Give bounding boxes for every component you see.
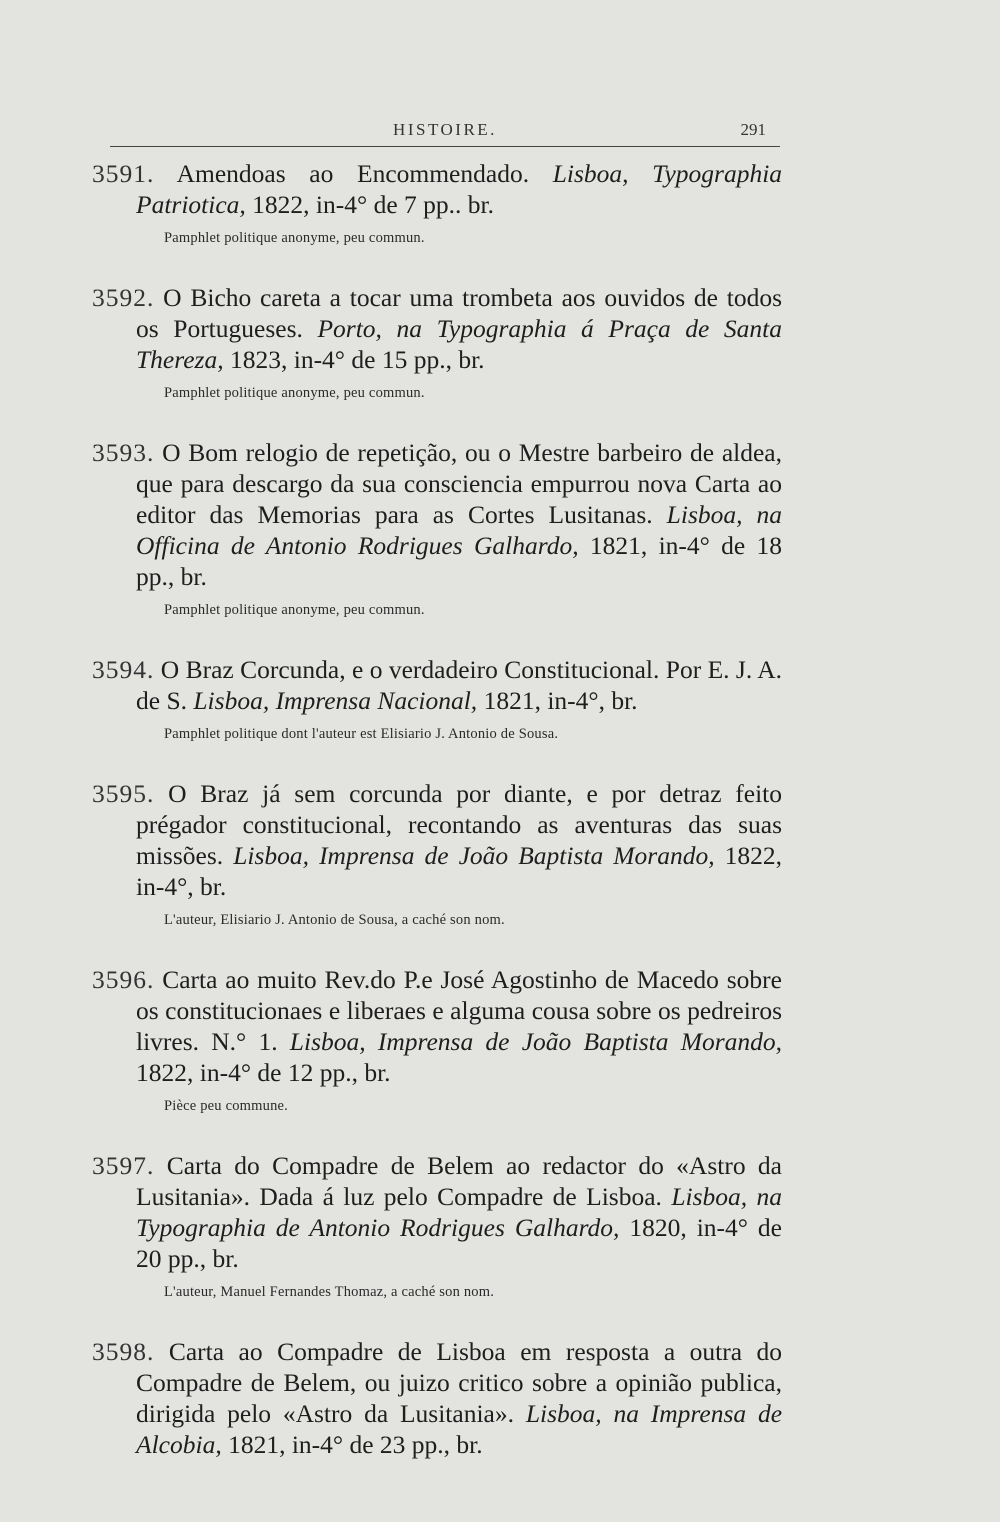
catalogue-entry	[92, 654, 782, 744]
catalogue-entries	[92, 158, 782, 1460]
entry-number: 3595.	[92, 779, 155, 808]
entry-number: 3592.	[92, 283, 155, 312]
header-rule	[110, 146, 780, 147]
entry-note: L'auteur, Manuel Fernandes Thomaz, a caché son nom.	[164, 1284, 495, 1300]
entry-imprint: Lisboa, na Officina de Antonio Rodrigues Galhardo,	[136, 500, 782, 560]
entry-title: Carta ao muito Rev.do P.e José Agostinho de Macedo sobre os constitucionaes e liberaes e alguma cousa sobre os pedreiros livres. N.° 1.	[136, 965, 782, 1056]
entry-imprint: Lisboa, Imprensa Nacional,	[193, 686, 478, 715]
entry-note: Pamphlet politique anonyme, peu commun.	[164, 602, 425, 618]
entry-details: 1821, in-4° de 23 pp., br.	[228, 1430, 483, 1459]
entry-imprint: Lisboa, Imprensa de João Baptista Morando,	[233, 841, 715, 870]
entry-title: O Bicho careta a tocar uma trombeta aos ouvidos de todos os Portugueses.	[136, 283, 782, 343]
entry-details: 1822, in-4° de 12 pp., br.	[136, 1058, 391, 1087]
catalogue-entry	[92, 158, 782, 248]
entry-title: O Bom relogio de repetição, ou o Mestre barbeiro de aldea, que para descargo da sua consciencia empurrou nova Carta ao editor das Memorias para as Cortes Lusitanas.	[136, 438, 782, 529]
entry-note: Pamphlet politique anonyme, peu commun.	[164, 385, 425, 401]
entry-details: 1821, in-4°, br.	[483, 686, 638, 715]
entry-note: L'auteur, Elisiario J. Antonio de Sousa, a caché son nom.	[164, 912, 505, 928]
entry-title: O Braz já sem corcunda por diante, e por detraz feito prégador constitucional, recontando as aventuras das suas missões.	[136, 779, 782, 870]
entry-number: 3593.	[92, 438, 155, 467]
catalogue-entry	[92, 282, 782, 403]
entry-number: 3591.	[92, 159, 155, 188]
entry-number: 3596.	[92, 965, 155, 994]
entry-number: 3597.	[92, 1151, 155, 1180]
entry-details: 1823, in-4° de 15 pp., br.	[229, 345, 485, 374]
entry-imprint: Lisboa, na Typographia de Antonio Rodrigues Galhardo,	[136, 1182, 783, 1242]
running-title: HISTOIRE.	[393, 120, 497, 139]
entry-imprint: Lisboa, na Imprensa de Alcobia,	[136, 1399, 783, 1459]
entry-details: 1822, in-4°, br.	[136, 841, 783, 901]
catalogue-entry	[92, 964, 782, 1116]
running-header	[110, 118, 780, 148]
page-number: 291	[740, 120, 766, 139]
catalogue-entry	[92, 1150, 782, 1302]
entry-details: 1820, in-4° de 20 pp., br.	[136, 1213, 783, 1273]
entry-note: Pamphlet politique dont l'auteur est Elisiario J. Antonio de Sousa.	[164, 726, 559, 742]
entry-title: O Braz Corcunda, e o verdadeiro Constitucional. Por E. J. A. de S.	[136, 655, 782, 715]
entry-title: Amendoas ao Encommendado.	[176, 159, 530, 188]
catalogue-entry	[92, 437, 782, 620]
entry-details: 1822, in-4° de 7 pp.. br.	[252, 190, 494, 219]
entry-imprint: Lisboa, Imprensa de João Baptista Morando,	[289, 1027, 783, 1056]
catalogue-entry	[92, 1336, 782, 1460]
entry-imprint: Porto, na Typographia á Praça de Santa Thereza,	[136, 314, 783, 374]
entry-imprint: Lisboa, Typographia Patriotica,	[136, 159, 783, 219]
entry-note: Pièce peu commune.	[164, 1098, 288, 1114]
entry-title: Carta do Compadre de Belem ao redactor do «Astro da Lusitania». Dada á luz pelo Compadre de Lisboa.	[136, 1151, 783, 1211]
entry-details: 1821, in-4° de 18 pp., br.	[136, 531, 783, 591]
entry-number: 3598.	[92, 1337, 155, 1366]
entry-title: Carta ao Compadre de Lisboa em resposta a outra do Compadre de Belem, ou juizo critico sobre a opinião publica, dirigida pelo «Astro da Lusitania».	[136, 1337, 783, 1428]
catalogue-entry	[92, 778, 782, 930]
entry-note: Pamphlet politique anonyme, peu commun.	[164, 230, 425, 246]
entry-number: 3594.	[92, 655, 155, 684]
